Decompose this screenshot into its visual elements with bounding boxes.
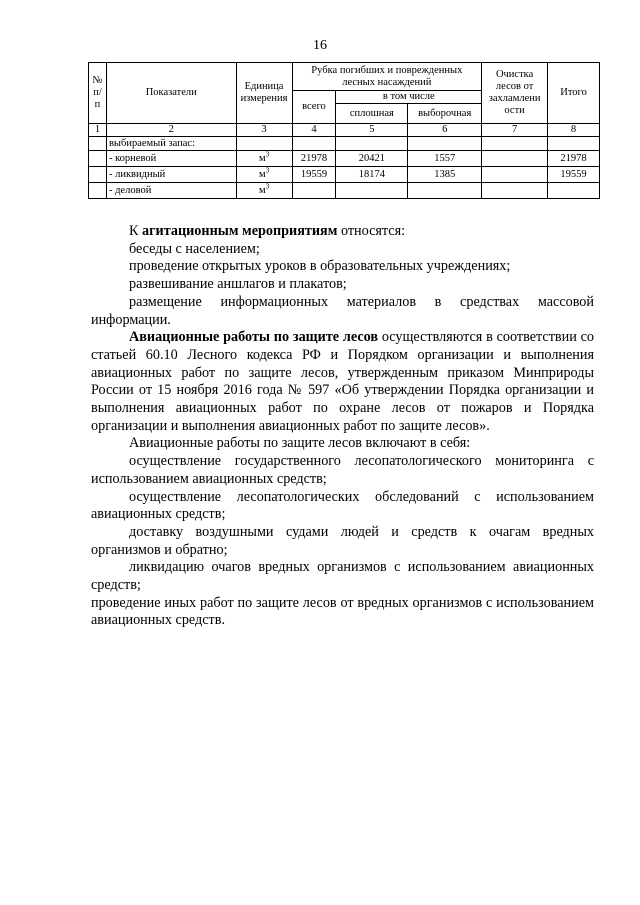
paragraph: осуществление государственного лесопатологического мониторинга с использованием авиационных средств; bbox=[91, 453, 594, 487]
paragraph: развешивание аншлагов и плакатов; bbox=[129, 276, 347, 293]
paragraph: проведение открытых уроков в образовательных учреждениях; bbox=[129, 258, 511, 275]
header-unit: Единица измерения bbox=[236, 63, 292, 124]
page-number: 16 bbox=[313, 38, 327, 53]
table-row: - деловой $м^3$ bbox=[89, 183, 600, 199]
header-indicators: Показатели bbox=[106, 63, 236, 124]
paragraph: размещение информационных материалов в средствах массовой информации. bbox=[91, 293, 594, 328]
header-clearing: Очистка лесов от захламлени ости bbox=[482, 63, 548, 124]
paragraph: проведение иных работ по защите лесов от вредных организмов с использованием авиационных средств. bbox=[91, 594, 594, 629]
table-row: - корневой $м^3$ 21978 20421 1557 21978 bbox=[89, 151, 600, 167]
group-label: выбираемый запас: bbox=[106, 137, 236, 151]
header-total: Итого bbox=[548, 63, 600, 124]
body-text bbox=[91, 223, 594, 630]
table-index-row: 1 2 3 4 5 6 7 8 bbox=[89, 124, 600, 137]
paragraph: Авиационные работы по защите лесов осуществляются в соответствии со статьей 60.10 Лесного кодекса РФ и Порядком организации и выполнения авиационных работ по защите лесов, утвержденным приказом Минприроды России от 15 ноября 2016 года № 597 «Об утверждении Порядка организации и выполнения авиационных работ по охране лесов от пожаров и Порядка организации и выполнения авиационных работ по защите лесов». bbox=[91, 329, 594, 434]
paragraph: К агитационным мероприятиям относятся: bbox=[129, 223, 406, 239]
header-num: № п/ п bbox=[89, 63, 107, 124]
table-row bbox=[89, 137, 600, 151]
paragraph: доставку воздушными судами людей и средств к очагам вредных организмов и обратно; bbox=[91, 523, 594, 558]
paragraph: беседы с населением; bbox=[129, 240, 260, 257]
felling-volume-table bbox=[88, 62, 600, 199]
header-felling: Рубка погибших и поврежденных лесных насаждений bbox=[292, 63, 482, 91]
header-clear: сплошная bbox=[336, 104, 408, 124]
header-total-all: всего bbox=[292, 91, 336, 124]
paragraph: ликвидацию очагов вредных организмов с использованием авиационных средств; bbox=[91, 559, 594, 594]
header-selective: выборочная bbox=[408, 104, 482, 124]
header-including: в том числе bbox=[336, 91, 482, 104]
paragraph: осуществление лесопатологических обследований с использованием авиационных средств; bbox=[91, 488, 594, 523]
table-row: - ликвидный $м^3$ 19559 18174 1385 19559 bbox=[89, 167, 600, 183]
paragraph: Авиационные работы по защите лесов включают в себя: bbox=[129, 435, 471, 452]
